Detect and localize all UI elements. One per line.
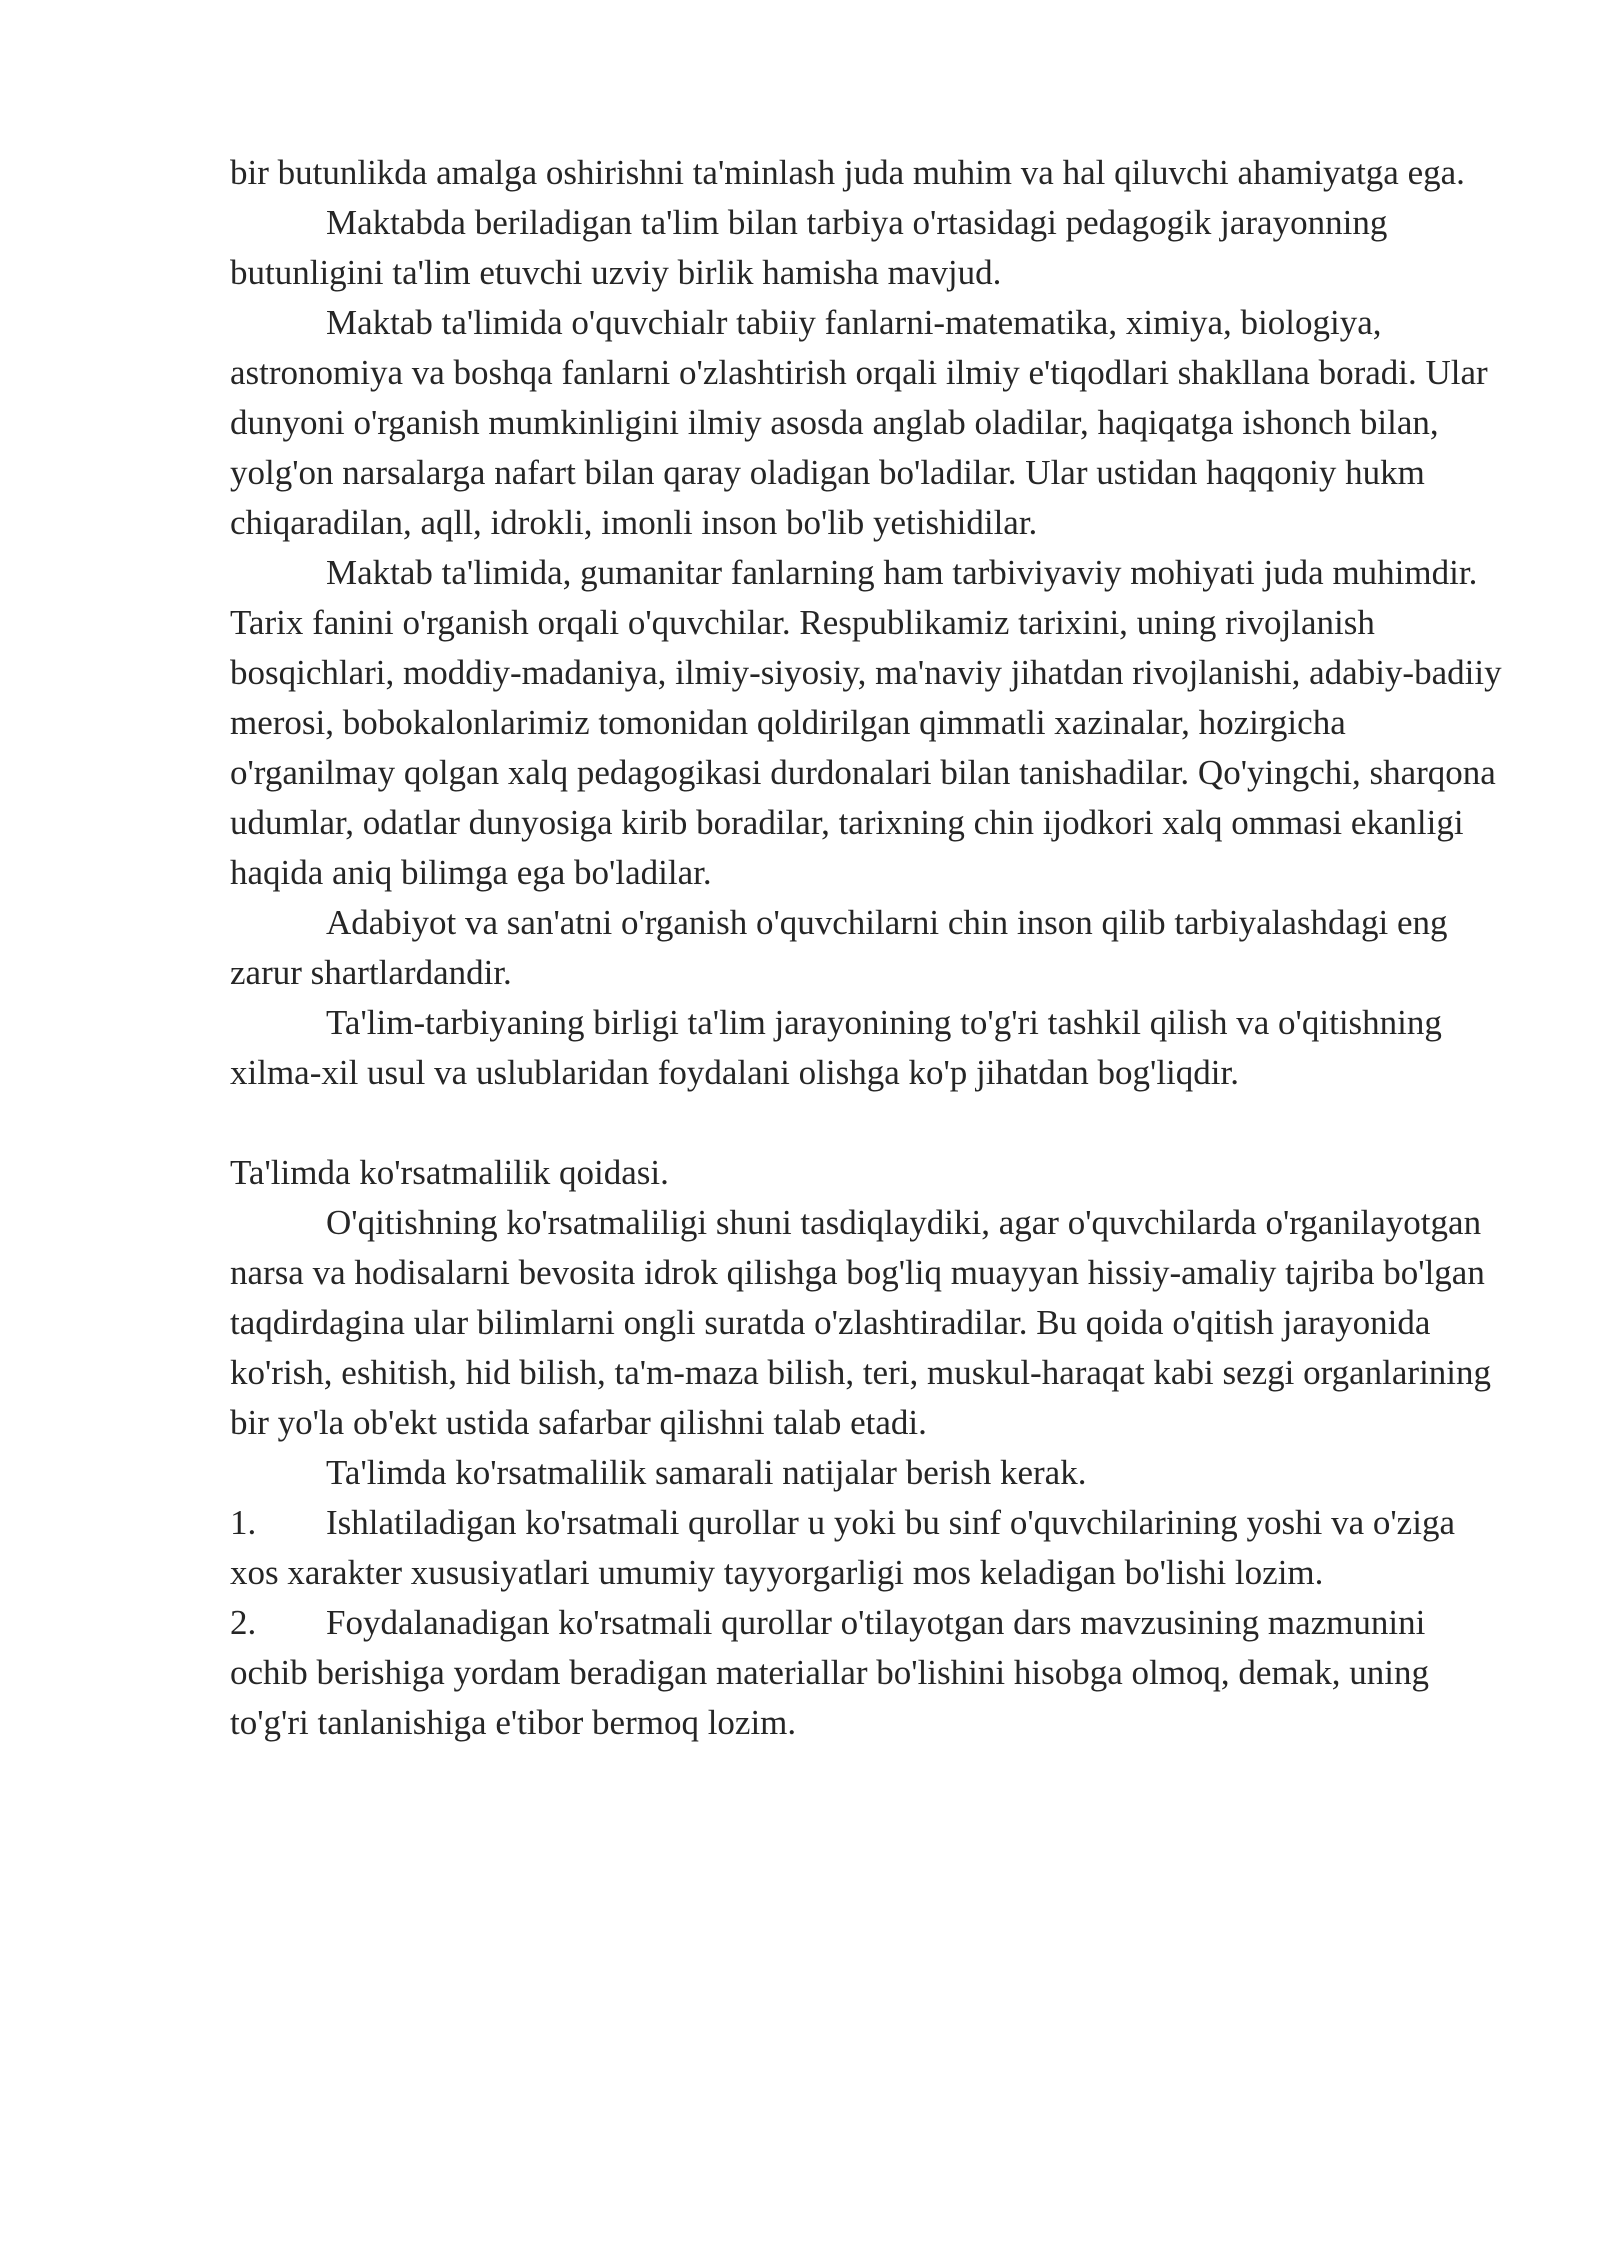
paragraph: Ta'limda ko'rsatmalilik samarali natijalar berish kerak. bbox=[326, 1453, 1087, 1492]
section-heading: Ta'limda ko'rsatmalilik qoidasi. bbox=[230, 1153, 669, 1192]
blank-line bbox=[230, 1098, 1510, 1148]
list-item bbox=[230, 1498, 1510, 1598]
document-body bbox=[230, 148, 1510, 1748]
paragraph-continuation: bir butunlikda amalga oshirishni ta'minlash juda muhim va hal qiluvchi ahamiyatga ega. bbox=[230, 153, 1465, 192]
paragraph: Adabiyot va san'atni o'rganish o'quvchilarni chin inson qilib tarbiyalashdagi eng zarur shartlardandir. bbox=[230, 903, 1448, 992]
list-item bbox=[230, 1598, 1510, 1748]
paragraph: Maktabda beriladigan ta'lim bilan tarbiya o'rtasidagi pedagogik jarayonning butunligini ta'lim etuvchi uzviy birlik hamisha mavjud. bbox=[230, 203, 1388, 292]
list-item-number: 2. bbox=[230, 1603, 257, 1642]
paragraph: Ta'lim-tarbiyaning birligi ta'lim jarayonining to'g'ri tashkil qilish va o'qitishning xilma-xil usul va uslublaridan foydalani olishga ko'p jihatdan bog'liqdir. bbox=[230, 1003, 1442, 1092]
paragraph: Maktab ta'limida, gumanitar fanlarning ham tarbiviyaviy mohiyati juda muhimdir. Tarix fanini o'rganish orqali o'quvchilar. Respublikamiz tarixini, uning rivojlanish bosqichlari, moddiy-madaniya, ilmiy-siyosiy, ma'naviy jihatdan rivojlanishi, adabiy-badiiy merosi, bobokalonlarimiz tomonidan qoldirilgan qimmatli xazinalar, hozirgicha o'rganilmay qolgan xalq pedagogikasi durdonalari bilan tanishadilar. Qo'yingchi, sharqona udumlar, odatlar dunyosiga kirib boradilar, tarixning chin ijodkori xalq ommasi ekanligi haqida aniq bilimga ega bo'ladilar. bbox=[230, 553, 1502, 892]
list-item-text: Ishlatiladigan ko'rsatmali qurollar u yoki bu sinf o'quvchilarining yoshi va o'ziga xos xarakter xususiyatlari umumiy tayyorgarligi mos keladigan bo'lishi lozim. bbox=[230, 1503, 1455, 1592]
paragraph: Maktab ta'limida o'quvchialr tabiiy fanlarni-matematika, ximiya, biologiya, astronomiya va boshqa fanlarni o'zlashtirish orqali ilmiy e'tiqodlari shakllana boradi. Ular dunyoni o'rganish mumkinligini ilmiy asosda anglab oladilar, haqiqatga ishonch bilan, yolg'on narsalarga nafart bilan qaray oladigan bo'ladilar. Ular ustidan haqqoniy hukm chiqaradilan, aqll, idrokli, imonli inson bo'lib yetishidilar. bbox=[230, 303, 1488, 542]
list-item-text: Foydalanadigan ko'rsatmali qurollar o'tilayotgan dars mavzusining mazmunini ochib berishiga yordam beradigan materiallar bo'lishini hisobga olmoq, demak, uning to'g'ri tanlanishiga e'tibor bermoq lozim. bbox=[230, 1603, 1429, 1742]
paragraph: O'qitishning ko'rsatmaliligi shuni tasdiqlaydiki, agar o'quvchilarda o'rganilayotgan narsa va hodisalarni bevosita idrok qilishga bog'liq muayyan hissiy-amaliy tajriba bo'lgan taqdirdagina ular bilimlarni ongli suratda o'zlashtiradilar. Bu qoida o'qitish jarayonida ko'rish, eshitish, hid bilish, ta'm-maza bilish, teri, muskul-haraqat kabi sezgi organlarining bir yo'la ob'ekt ustida safarbar qilishni talab etadi. bbox=[230, 1203, 1492, 1442]
list-item-number: 1. bbox=[230, 1503, 257, 1542]
